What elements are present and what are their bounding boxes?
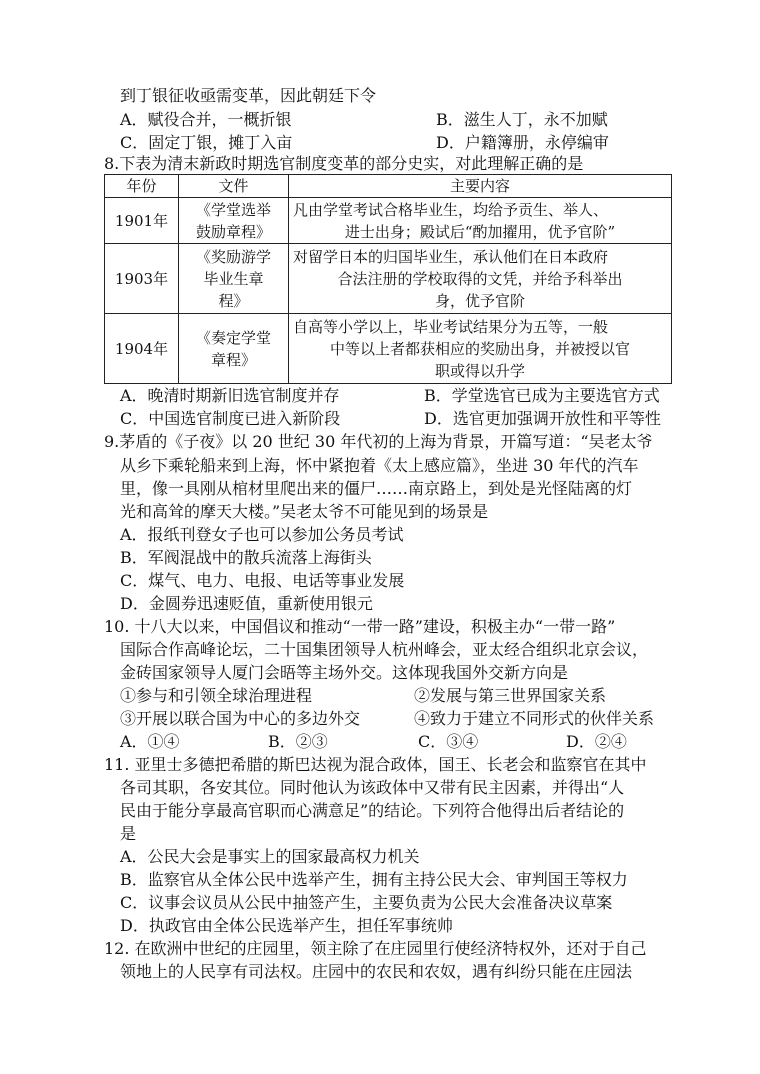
q8-header-year: 年份	[105, 175, 179, 198]
q7-stem-tail: 到丁银征收亟需变革，因此朝廷下令	[120, 86, 377, 105]
q10-option-c: C．③④	[418, 732, 479, 751]
cell-line: 凡由学堂考试合格毕业生，均给予贡生、举人、	[293, 200, 609, 219]
q10-stem-line-1: 10. 十八大以来，中国倡议和推动“一带一路”建设，积极主办“一带一路”	[104, 617, 616, 636]
q10-item-4: ④致力于建立不同形式的伙伴关系	[414, 709, 655, 728]
q7-option-b: B．滋生人丁，永不加赋	[436, 110, 608, 129]
q10-item-3: ③开展以联合国为中心的多边外交	[120, 709, 361, 728]
q8-header-document: 文件	[179, 175, 289, 198]
q8-table	[104, 174, 672, 384]
q10-stem-line-2: 国际合作高峰论坛，二十国集团领导人杭州峰会，亚太经合组织北京会议，	[120, 640, 649, 659]
q11-stem-line-4: 是	[120, 824, 137, 843]
q7-option-d: D．户籍簿册，永停编审	[436, 133, 609, 152]
q11-stem-line-3: 民由于能分享最高官职而心满意足”的结论。下列符合他得出后者结论的	[120, 801, 625, 820]
cell-line: 中等以上者都获相应的奖励出身，并被授以官	[329, 339, 630, 358]
q10-option-d: D．②④	[566, 732, 627, 751]
q11-option-a: A．公民大会是事实上的国家最高权力机关	[120, 847, 420, 866]
q8-cell-year: 1904年	[105, 314, 179, 384]
cell-line: 章程》	[210, 350, 256, 369]
q8-cell-content	[289, 244, 672, 314]
q8-cell-year: 1901年	[105, 198, 179, 244]
q9-stem-line-3: 里，像一具刚从棺材里爬出来的僵尸……南京路上，到处是光怪陆离的灯	[120, 479, 633, 498]
q9-option-a: A．报纸刊登女子也可以参加公务员考试	[120, 525, 404, 544]
q9-option-c: C．煤气、电力、电报、电话等事业发展	[120, 571, 405, 590]
q11-option-c: C．议事会议员从公民中抽签产生，主要负责为公民大会准备决议草案	[120, 893, 613, 912]
q9-option-b: B．军阀混战中的散兵流落上海街头	[120, 548, 372, 567]
q12-stem-line-2: 领地上的人民享有司法权。庄园中的农民和农奴，遇有纠纷只能在庄园法	[120, 962, 633, 981]
cell-line: 合法注册的学校取得的文凭，并给予科举出	[337, 269, 623, 288]
cell-line: 自高等小学以上，毕业考试结果分为五等，一般	[293, 317, 609, 336]
cell-line: 对留学日本的归国毕业生，承认他们在日本政府	[293, 247, 609, 266]
q11-option-b: B．监察官从全体公民中选举产生，拥有主持公民大会、审判国王等权力	[120, 870, 628, 889]
q9-stem-line-4: 光和高耸的摩天大楼。”吴老太爷不可能见到的场景是	[120, 502, 489, 521]
q10-stem-line-3: 金砖国家领导人厦门会晤等主场外交。这体现我国外交新方向是	[120, 663, 569, 682]
q9-option-d: D．金圆券迅速贬值，重新使用银元	[120, 594, 373, 613]
cell-line: 《奏定学堂	[195, 328, 271, 347]
q8-cell-document	[179, 198, 289, 244]
q8-option-c: C．中国选官制度已进入新阶段	[120, 409, 341, 428]
cell-line: 身，优予官阶	[434, 291, 525, 310]
cell-line: 鼓励章程》	[195, 222, 271, 241]
q12-stem-line-1: 12. 在欧洲中世纪的庄园里，领主除了在庄园里行使经济特权外，还对于自己	[104, 939, 647, 958]
cell-line: 《奖励游学	[195, 247, 271, 266]
q11-stem-line-1: 11. 亚里士多德把希腊的斯巴达视为混合政体，国王、长老会和监察官在其中	[104, 755, 647, 774]
table-row	[105, 244, 672, 314]
q7-option-c: C．固定丁银，摊丁入亩	[120, 133, 293, 152]
q8-option-d: D．选官更加强调开放性和平等性	[424, 409, 661, 428]
q8-cell-document	[179, 244, 289, 314]
q10-option-b: B．②③	[268, 732, 328, 751]
q8-table-header-row	[105, 175, 672, 198]
q10-item-2: ②发展与第三世界国家关系	[414, 686, 607, 705]
q7-option-a: A．赋役合并，一概折银	[120, 110, 292, 129]
cell-line: 职或得以升学	[434, 361, 525, 380]
q8-option-a: A．晚清时期新旧选官制度并存	[120, 386, 340, 405]
cell-line: 毕业生章	[203, 269, 264, 288]
cell-line: 程》	[218, 291, 249, 310]
q8-cell-content	[289, 198, 672, 244]
q9-stem-line-2: 从乡下乘轮船来到上海，怀中紧抱着《太上感应篇》，坐进 30 年代的汽车	[120, 456, 639, 475]
cell-line: 《学堂选举	[195, 200, 271, 219]
q8-option-b: B．学堂选官已成为主要选官方式	[424, 386, 660, 405]
q8-header-content: 主要内容	[289, 175, 672, 198]
q10-item-1: ①参与和引领全球治理进程	[120, 686, 313, 705]
table-row	[105, 198, 672, 244]
q11-option-d: D．执政官由全体公民选举产生，担任军事统帅	[120, 916, 453, 935]
q8-stem: 8.下表为清末新政时期选官制度变革的部分史实，对此理解正确的是	[104, 154, 584, 173]
q8-cell-content	[289, 314, 672, 384]
q8-cell-year: 1903年	[105, 244, 179, 314]
q8-cell-document	[179, 314, 289, 384]
q10-option-a: A．①④	[120, 732, 180, 751]
q11-stem-line-2: 各司其职，各安其位。同时他认为该政体中又带有民主因素，并得出“人	[120, 778, 625, 797]
table-row	[105, 314, 672, 384]
q9-stem-line-1: 9.茅盾的《子夜》以 20 世纪 30 年代初的上海为背景，开篇写道：“吴老太爷	[104, 432, 653, 451]
cell-line: 进士出身；殿试后“酌加擢用，优予官阶”	[344, 222, 616, 241]
